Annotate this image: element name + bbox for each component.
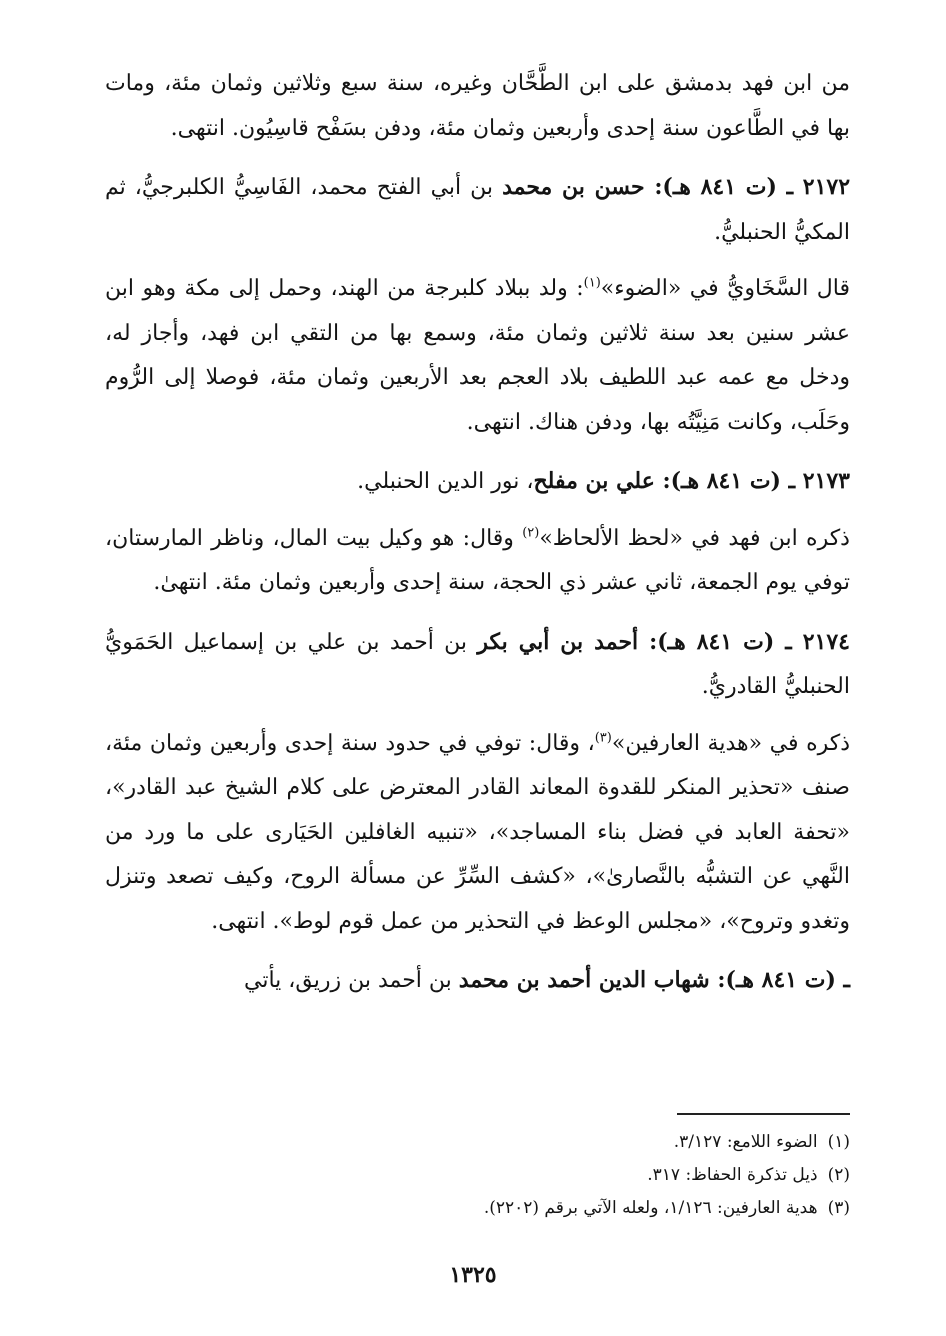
footnotes bbox=[105, 1126, 850, 1225]
main-text bbox=[105, 62, 850, 1016]
entry-number: ٢١٧٣ ـ (ت ٨٤١ هـ): bbox=[654, 468, 850, 494]
footnote-text: ذيل تذكرة الحفاظ: ٣١٧. bbox=[647, 1165, 818, 1185]
footnote-ref[interactable]: (٢) bbox=[522, 525, 540, 541]
entry-rest: ، نور الدين الحنبلي. bbox=[357, 469, 534, 494]
entry-rest: بن أحمد بن زريق، يأتي bbox=[243, 968, 459, 993]
entry-number: ٢١٧٤ ـ (ت ٨٤١ هـ): bbox=[638, 628, 850, 655]
entry-rest: بن أبي الفتح محمد، الفَاسِيُّ الكلبرجيُّ، ثم المكيُّ الحنبليُّ. bbox=[105, 175, 850, 245]
text-segment: : ولد ببلاد كلبرجة من الهند، وحمل إلى مكة وهو ابن عشر سنين بعد سنة ثلاثين وثمان مئة، وسمع بها من التقي ابن فهد، وأجاز له، ودخل مع عمه عبد اللطيف بلاد العجم بعد الأربعين وثمان مئة، فوصلا إلى الرُّوم وحَلَب، وكانت مَنِيَّتُه بها، ودفن هناك. انتهى. bbox=[105, 276, 850, 435]
entry-name: علي بن مفلح bbox=[533, 468, 655, 494]
entry-name: شهاب الدين أحمد بن محمد bbox=[458, 967, 710, 993]
paragraph-2172-body bbox=[105, 267, 850, 445]
footnote-3 bbox=[105, 1192, 850, 1225]
page-number: ١٣٢٥ bbox=[449, 1262, 497, 1288]
footnote-1 bbox=[105, 1126, 850, 1159]
footnote-ref[interactable]: (٣) bbox=[594, 730, 612, 746]
text-segment: ، وقال: توفي في حدود سنة إحدى وأربعين وثمان مئة، صنف «تحذير المنكر للقدوة المعاند القادر المعترض على كلام الشيخ عبد القادر»، «تحفة العابد في فضل بناء المساجد»، «تنبيه الغافلين الحَيَارى على ما ورد من النَّهي عن التشبُّه بالنَّصارىٰ»، «كشف السِّرِّ عن مسألة الروح، وكيف تصعد وتنزل وتغدو وتروح»، «مجلس الوعظ في التحذير من عمل قوم لوط». انتهى. bbox=[105, 730, 850, 934]
text-segment: ذكره ابن فهد في «لحظ الألحاظ» bbox=[539, 525, 850, 551]
entry-unnumbered bbox=[105, 958, 850, 1004]
entry-2172 bbox=[105, 165, 850, 255]
paragraph-continuation bbox=[105, 62, 850, 151]
paragraph-2174-body bbox=[105, 722, 850, 945]
text-segment: ذكره في «هدية العارفين» bbox=[611, 730, 851, 756]
text-segment: من ابن فهد بدمشق على ابن الطَّحَّان وغيره، سنة سبع وثلاثين وثمان مئة، ومات بها في الطَّاعون سنة إحدى وأربعين وثمان مئة، ودفن بسَفْح قاسِيُون. انتهى. bbox=[105, 71, 850, 141]
footnote-text: الضوء اللامع: ٣/١٢٧. bbox=[673, 1132, 818, 1152]
footnote-text: هدية العارفين: ١/١٢٦، ولعله الآتي برقم (٢٢٠٢). bbox=[483, 1198, 818, 1218]
entry-number: ـ (ت ٨٤١ هـ): bbox=[709, 967, 850, 993]
text-segment: وقال: هو وكيل بيت المال، وناظر المارستان، توفي يوم الجمعة، ثاني عشر ذي الحجة، سنة إحدى وأربعين وثمان مئة. انتهىٰ. bbox=[105, 525, 850, 595]
footnote-ref[interactable]: (١) bbox=[583, 275, 601, 291]
entry-2173 bbox=[105, 459, 850, 505]
entry-number: ٢١٧٢ ـ (ت ٨٤١ هـ): bbox=[644, 174, 851, 200]
entry-2174 bbox=[105, 620, 850, 710]
footnote-number: (٢) bbox=[827, 1165, 850, 1185]
entry-name: أحمد بن أبي بكر bbox=[477, 628, 639, 655]
entry-name: حسن بن محمد bbox=[502, 174, 645, 200]
footnote-2 bbox=[105, 1159, 850, 1192]
paragraph-2173-body bbox=[105, 517, 850, 606]
footnote-number: (١) bbox=[827, 1132, 850, 1152]
footnote-number: (٣) bbox=[827, 1198, 850, 1218]
footnote-divider bbox=[677, 1113, 850, 1115]
entry-rest: بن أحمد بن علي بن إسماعيل الحَمَويُّ الحنبليُّ القادريُّ. bbox=[105, 629, 850, 699]
text-segment: قال السَّخَاويُّ في «الضوء» bbox=[600, 276, 851, 301]
